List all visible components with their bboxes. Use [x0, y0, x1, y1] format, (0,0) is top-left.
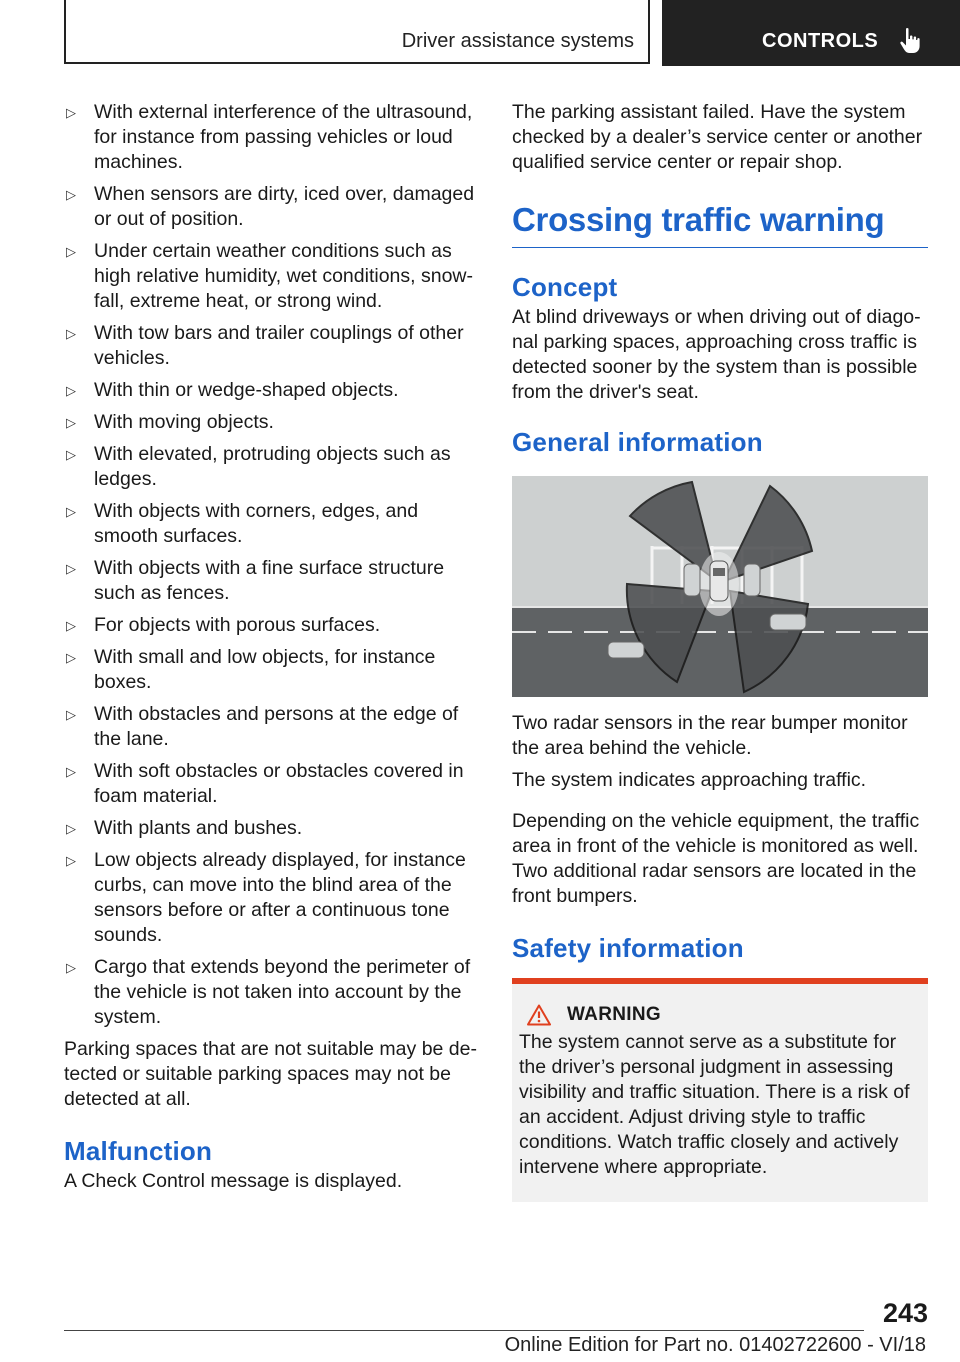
concept-heading: Concept	[512, 272, 618, 302]
list-item	[64, 499, 480, 549]
bullet-triangle-icon: ▷	[66, 504, 76, 519]
page-number: 243	[882, 1298, 928, 1328]
warning-text: The system cannot serve as a substitute for the driver’s personal judgment in assessing visibility and traffic situation. There is a risk of an accident. Adjust driving style to traffic conditions. Watch traffic closely and actively intervene where appropriate.	[519, 1031, 910, 1178]
bullet-triangle-icon: ▷	[66, 447, 76, 462]
hand-pointer-icon	[895, 26, 925, 56]
section-title: Crossing traffic warning	[512, 201, 928, 248]
front-radar-text: Depending on the vehicle equipment, the traffic area in front of the vehicle is monitored as well. Two additional radar sensors are located in the front bumpers.	[512, 810, 920, 907]
parking-spaces-paragraph: Parking spaces that are not suitable may be detected or suitable parking spaces may not be detected at all.	[64, 1038, 477, 1110]
malfunction-heading: Malfunction	[64, 1136, 213, 1166]
list-item	[64, 645, 480, 695]
list-item	[64, 100, 480, 175]
rear-radar-text: Two radar sensors in the rear bumper monitor the area behind the vehicle.	[512, 712, 908, 759]
bullet-triangle-icon: ▷	[66, 383, 76, 398]
bullet-triangle-icon: ▷	[66, 105, 76, 120]
list-item-text: When sensors are dirty, iced over, damaged or out of position.	[94, 183, 475, 230]
bullet-triangle-icon: ▷	[66, 960, 76, 975]
warning-header	[519, 1004, 922, 1026]
list-item	[64, 702, 480, 752]
list-item-text: With elevated, protruding objects such as ledges.	[94, 443, 451, 490]
list-item-text: With plants and bushes.	[94, 817, 303, 839]
list-item	[64, 410, 480, 435]
malfunction-text: A Check Control message is displayed.	[64, 1170, 403, 1192]
concept-text: At blind driveways or when driving out of diagonal parking spaces, approaching cross traffic is detected sooner by the system than is possible from the driver's seat.	[512, 306, 921, 403]
crossing-traffic-illustration	[512, 476, 928, 697]
list-item	[64, 182, 480, 232]
list-item	[64, 955, 480, 1030]
header-chapter-title: CONTROLS	[762, 30, 879, 52]
header-section-box	[64, 0, 650, 64]
bullet-triangle-icon: ▷	[66, 821, 76, 836]
list-item-text: For objects with porous surfaces.	[94, 614, 381, 636]
list-item-text: With tow bars and trailer couplings of other vehicles.	[94, 322, 464, 369]
bullet-triangle-icon: ▷	[66, 650, 76, 665]
bullet-triangle-icon: ▷	[66, 853, 76, 868]
list-item-text: With soft obstacles or obstacles covered in foam material.	[94, 760, 464, 807]
list-item	[64, 442, 480, 492]
crossing-traffic-figure	[512, 476, 928, 697]
list-item-text: With objects with corners, edges, and smooth surfaces.	[94, 500, 419, 547]
parking-assistant-failed-text: The parking assistant failed. Have the system checked by a dealer’s service center or another qualified service center or repair shop.	[512, 101, 923, 173]
list-item-text: With objects with a fine surface structure such as fences.	[94, 557, 445, 604]
list-item	[64, 239, 480, 314]
bullet-triangle-icon: ▷	[66, 326, 76, 341]
approaching-traffic-text: The system indicates approaching traffic.	[512, 769, 867, 791]
list-item	[64, 321, 480, 371]
right-column	[512, 100, 928, 1202]
list-item-text: Under certain weather conditions such as high relative humidity, wet conditions, snowfall, extreme heat, or strong wind.	[94, 240, 473, 312]
bullet-triangle-icon: ▷	[66, 707, 76, 722]
list-item	[64, 613, 480, 638]
list-item-text: With moving objects.	[94, 411, 274, 433]
list-item	[64, 378, 480, 403]
general-information-heading: General information	[512, 427, 763, 457]
limitations-list	[64, 100, 480, 1030]
bullet-triangle-icon: ▷	[66, 244, 76, 259]
header-section-title: Driver assistance systems	[401, 30, 634, 52]
list-item-text: Cargo that extends beyond the perimeter of the vehicle is not taken into account by the system.	[94, 956, 471, 1028]
list-item	[64, 759, 480, 809]
bullet-triangle-icon: ▷	[66, 187, 76, 202]
bullet-triangle-icon: ▷	[66, 764, 76, 779]
list-item-text: With thin or wedge-shaped objects.	[94, 379, 399, 401]
bullet-triangle-icon: ▷	[66, 415, 76, 430]
list-item	[64, 848, 480, 948]
warning-box	[512, 978, 928, 1202]
footer-edition: Online Edition for Part no. 01402722600 - VI/18	[504, 1334, 926, 1356]
left-column	[64, 100, 480, 1201]
bullet-triangle-icon: ▷	[66, 618, 76, 633]
warning-title: WARNING	[567, 1004, 661, 1025]
header-chapter-box	[662, 0, 960, 66]
warning-triangle-icon	[527, 1004, 551, 1026]
list-item-text: Low objects already displayed, for instance curbs, can move into the blind area of the sensors before or after a continuous tone sounds.	[94, 849, 466, 946]
safety-information-heading: Safety information	[512, 933, 744, 963]
list-item	[64, 556, 480, 606]
list-item-text: With small and low objects, for instance boxes.	[94, 646, 436, 693]
list-item-text: With obstacles and persons at the edge of the lane.	[94, 703, 459, 750]
list-item	[64, 816, 480, 841]
bullet-triangle-icon: ▷	[66, 561, 76, 576]
footer-divider	[64, 1330, 864, 1331]
list-item-text: With external interference of the ultrasound, for instance from passing vehicles or loud machines.	[94, 101, 473, 173]
